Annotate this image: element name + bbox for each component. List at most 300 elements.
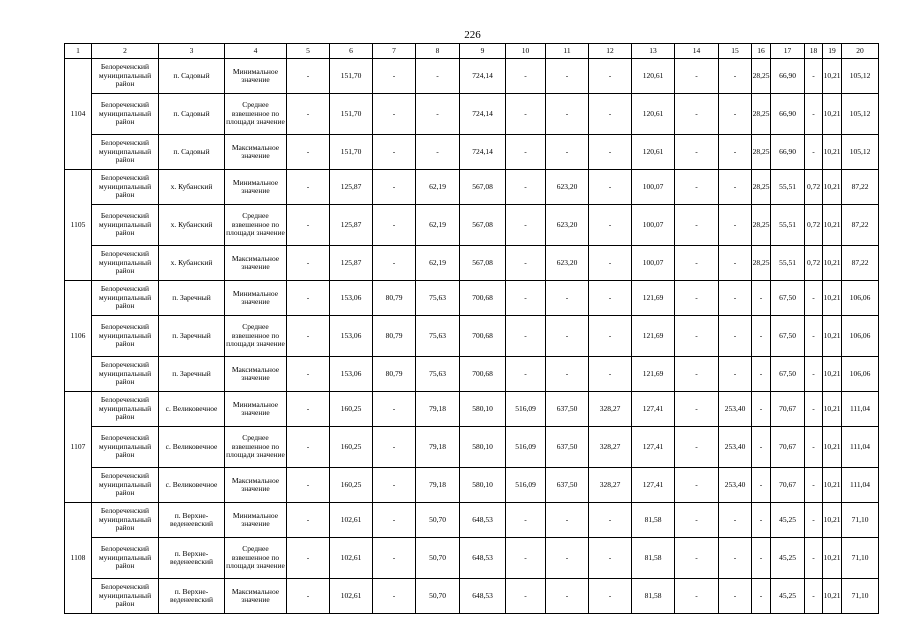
table-cell: -	[287, 579, 330, 614]
table-cell: Белореченский муниципальный район	[92, 579, 159, 614]
table-cell: 153,06	[330, 316, 373, 357]
table-cell: Белореченский муниципальный район	[92, 246, 159, 281]
table-row	[65, 468, 879, 503]
table-cell: 580,10	[460, 427, 506, 468]
table-cell: -	[546, 316, 589, 357]
table-cell: 10,21	[823, 503, 842, 538]
table-cell: 0,72	[805, 170, 823, 205]
table-cell: -	[373, 538, 416, 579]
table-cell: -	[506, 94, 546, 135]
table-cell: -	[675, 538, 719, 579]
table-row	[65, 503, 879, 538]
table-cell: 0,72	[805, 246, 823, 281]
table-cell: -	[675, 205, 719, 246]
table-cell: -	[506, 503, 546, 538]
table-cell: -	[589, 170, 632, 205]
table-cell: 45,25	[771, 579, 805, 614]
table-cell: 105,12	[842, 59, 879, 94]
table-cell: 160,25	[330, 392, 373, 427]
table-cell: 80,79	[373, 281, 416, 316]
table-cell: -	[287, 246, 330, 281]
table-cell: 62,19	[416, 170, 460, 205]
table-cell: 75,63	[416, 316, 460, 357]
table-cell: 28,25	[752, 59, 771, 94]
table-cell: -	[719, 281, 752, 316]
table-cell: Среднее взвешенное по площади значение	[225, 316, 287, 357]
table-cell: 70,67	[771, 427, 805, 468]
table-cell: 10,21	[823, 538, 842, 579]
table-cell: 62,19	[416, 246, 460, 281]
table-cell: 105,12	[842, 94, 879, 135]
table-cell: 10,21	[823, 94, 842, 135]
table-cell: 700,68	[460, 281, 506, 316]
table-cell: -	[719, 170, 752, 205]
table-cell: -	[589, 281, 632, 316]
header-cell: 20	[842, 44, 879, 59]
table-cell: 66,90	[771, 94, 805, 135]
table-row	[65, 316, 879, 357]
table-cell: 253,40	[719, 468, 752, 503]
table-cell: -	[675, 579, 719, 614]
table-cell: 71,10	[842, 538, 879, 579]
table-cell: 10,21	[823, 392, 842, 427]
table-cell: 45,25	[771, 503, 805, 538]
table-cell: -	[675, 246, 719, 281]
table-cell: 111,04	[842, 392, 879, 427]
table-cell: -	[589, 94, 632, 135]
table-cell: с. Великовечное	[159, 468, 225, 503]
table-cell: -	[675, 135, 719, 170]
table-cell: 100,07	[632, 205, 675, 246]
table-cell: 87,22	[842, 205, 879, 246]
table-cell: -	[589, 538, 632, 579]
table-cell: 637,50	[546, 427, 589, 468]
table-cell: 81,58	[632, 503, 675, 538]
table-cell: 79,18	[416, 468, 460, 503]
table-cell: 10,21	[823, 579, 842, 614]
table-cell: 637,50	[546, 392, 589, 427]
table-row	[65, 135, 879, 170]
table-cell: Белореченский муниципальный район	[92, 357, 159, 392]
table-cell: 66,90	[771, 135, 805, 170]
table-cell: -	[719, 59, 752, 94]
table-cell: 328,27	[589, 392, 632, 427]
table-cell: -	[719, 316, 752, 357]
table-cell: 0,72	[805, 205, 823, 246]
table-cell: Белореченский муниципальный район	[92, 170, 159, 205]
table-cell: -	[752, 538, 771, 579]
row-group-number: 1107	[65, 392, 92, 503]
table-row	[65, 538, 879, 579]
table-cell: -	[506, 538, 546, 579]
table-cell: п. Заречный	[159, 357, 225, 392]
table-cell: -	[287, 205, 330, 246]
table-cell: 253,40	[719, 427, 752, 468]
table-cell: 100,07	[632, 170, 675, 205]
table-cell: -	[752, 357, 771, 392]
table-cell: -	[675, 281, 719, 316]
table-cell: -	[287, 357, 330, 392]
table-cell: 81,58	[632, 579, 675, 614]
table-cell: 10,21	[823, 281, 842, 316]
table-cell: -	[287, 316, 330, 357]
table-cell: Белореченский муниципальный район	[92, 538, 159, 579]
table-cell: -	[805, 503, 823, 538]
table-cell: -	[805, 59, 823, 94]
table-cell: -	[805, 357, 823, 392]
table-cell: 125,87	[330, 246, 373, 281]
table-cell: 62,19	[416, 205, 460, 246]
table-cell: 28,25	[752, 135, 771, 170]
header-cell: 18	[805, 44, 823, 59]
table-cell: 75,63	[416, 357, 460, 392]
table-cell: 153,06	[330, 357, 373, 392]
page-number: 226	[464, 29, 481, 41]
table-cell: п. Заречный	[159, 316, 225, 357]
table-cell: -	[805, 316, 823, 357]
table-cell: -	[589, 246, 632, 281]
table-cell: 160,25	[330, 427, 373, 468]
header-cell: 16	[752, 44, 771, 59]
table-cell: -	[546, 579, 589, 614]
table-cell: 67,50	[771, 281, 805, 316]
table-cell: -	[373, 59, 416, 94]
table-cell: 160,25	[330, 468, 373, 503]
table-cell: 10,21	[823, 170, 842, 205]
table-cell: 50,70	[416, 579, 460, 614]
table-cell: 580,10	[460, 468, 506, 503]
table-cell: -	[506, 135, 546, 170]
table-cell: Максимальное значение	[225, 135, 287, 170]
table-cell: -	[506, 357, 546, 392]
table-cell: 10,21	[823, 246, 842, 281]
table-cell: -	[287, 538, 330, 579]
table-cell: 623,20	[546, 246, 589, 281]
table-cell: -	[805, 579, 823, 614]
table-row	[65, 392, 879, 427]
table-cell: 125,87	[330, 205, 373, 246]
table-cell: Белореченский муниципальный район	[92, 94, 159, 135]
table-cell: 55,51	[771, 170, 805, 205]
table-cell: 102,61	[330, 503, 373, 538]
table-cell: -	[373, 94, 416, 135]
table-cell: -	[719, 503, 752, 538]
table-cell: -	[675, 357, 719, 392]
table-cell: 120,61	[632, 135, 675, 170]
table-cell: -	[506, 170, 546, 205]
table-cell: Белореченский муниципальный район	[92, 503, 159, 538]
table-cell: 328,27	[589, 468, 632, 503]
table-cell: -	[805, 281, 823, 316]
table-cell: -	[373, 579, 416, 614]
table-cell: 79,18	[416, 427, 460, 468]
table-cell: 10,21	[823, 59, 842, 94]
table-cell: -	[719, 135, 752, 170]
table-cell: 724,14	[460, 59, 506, 94]
table-cell: 79,18	[416, 392, 460, 427]
header-cell: 9	[460, 44, 506, 59]
table-cell: -	[752, 392, 771, 427]
table-cell: 580,10	[460, 392, 506, 427]
table-cell: 50,70	[416, 503, 460, 538]
header-cell: 14	[675, 44, 719, 59]
table-cell: -	[589, 135, 632, 170]
table-cell: -	[373, 246, 416, 281]
table-cell: х. Кубанский	[159, 170, 225, 205]
table-cell: с. Великовечное	[159, 392, 225, 427]
table-cell: -	[589, 357, 632, 392]
table-cell: Среднее взвешенное по площади значение	[225, 427, 287, 468]
table-cell: 50,70	[416, 538, 460, 579]
table-cell: -	[805, 468, 823, 503]
table-cell: 724,14	[460, 94, 506, 135]
table-cell: 71,10	[842, 579, 879, 614]
table-cell: -	[546, 281, 589, 316]
table-cell: -	[752, 281, 771, 316]
table-cell: 121,69	[632, 357, 675, 392]
table-cell: -	[416, 135, 460, 170]
table-cell: 127,41	[632, 468, 675, 503]
header-cell: 3	[159, 44, 225, 59]
table-cell: -	[805, 135, 823, 170]
table-cell: 10,21	[823, 135, 842, 170]
table-cell: -	[675, 468, 719, 503]
table-cell: 253,40	[719, 392, 752, 427]
table-cell: Среднее взвешенное по площади значение	[225, 94, 287, 135]
table-cell: 66,90	[771, 59, 805, 94]
table-cell: -	[416, 94, 460, 135]
table-cell: -	[589, 503, 632, 538]
table-cell: 700,68	[460, 357, 506, 392]
table-cell: 120,61	[632, 94, 675, 135]
table-cell: -	[373, 427, 416, 468]
table-cell: 80,79	[373, 357, 416, 392]
row-group-number: 1106	[65, 281, 92, 392]
table-row	[65, 357, 879, 392]
table-row	[65, 246, 879, 281]
table-cell: 648,53	[460, 579, 506, 614]
table-cell: 102,61	[330, 579, 373, 614]
table-cell: 648,53	[460, 538, 506, 579]
table-cell: 516,09	[506, 427, 546, 468]
table-cell: -	[589, 205, 632, 246]
valuation-table	[64, 43, 879, 614]
table-cell: п. Садовый	[159, 135, 225, 170]
table-cell: -	[675, 170, 719, 205]
table-cell: 67,50	[771, 357, 805, 392]
table-cell: Белореченский муниципальный район	[92, 59, 159, 94]
table-cell: Белореченский муниципальный район	[92, 427, 159, 468]
table-cell: 28,25	[752, 205, 771, 246]
table-cell: 106,06	[842, 281, 879, 316]
table-cell: 111,04	[842, 468, 879, 503]
table-cell: 111,04	[842, 427, 879, 468]
table-row	[65, 170, 879, 205]
table-cell: -	[373, 392, 416, 427]
table-cell: 151,70	[330, 94, 373, 135]
table-cell: -	[752, 503, 771, 538]
table-cell: 106,06	[842, 357, 879, 392]
table-cell: -	[287, 281, 330, 316]
table-cell: 80,79	[373, 316, 416, 357]
header-row	[65, 44, 879, 59]
table-cell: Максимальное значение	[225, 357, 287, 392]
table-cell: 70,67	[771, 392, 805, 427]
table-cell: 516,09	[506, 392, 546, 427]
table-row	[65, 205, 879, 246]
table-cell: Максимальное значение	[225, 246, 287, 281]
table-cell: -	[805, 538, 823, 579]
table-row	[65, 281, 879, 316]
table-cell: Минимальное значение	[225, 281, 287, 316]
table-cell: 10,21	[823, 468, 842, 503]
header-cell: 13	[632, 44, 675, 59]
table-cell: п. Верхне-веденеевский	[159, 538, 225, 579]
table-row	[65, 579, 879, 614]
table-cell: 87,22	[842, 170, 879, 205]
header-cell: 2	[92, 44, 159, 59]
table-cell: 102,61	[330, 538, 373, 579]
table-cell: 106,06	[842, 316, 879, 357]
table-cell: -	[546, 94, 589, 135]
table-cell: х. Кубанский	[159, 246, 225, 281]
table-cell: Максимальное значение	[225, 468, 287, 503]
table-cell: -	[506, 316, 546, 357]
table-cell: -	[719, 538, 752, 579]
table-cell: -	[506, 246, 546, 281]
table-cell: -	[675, 94, 719, 135]
table-cell: -	[287, 135, 330, 170]
table-cell: 127,41	[632, 392, 675, 427]
header-cell: 11	[546, 44, 589, 59]
table-cell: -	[589, 579, 632, 614]
table-cell: -	[675, 316, 719, 357]
table-cell: 70,67	[771, 468, 805, 503]
table-cell: -	[373, 170, 416, 205]
table-row	[65, 59, 879, 94]
table-cell: 100,07	[632, 246, 675, 281]
table-cell: -	[719, 579, 752, 614]
table-cell: -	[546, 538, 589, 579]
table-cell: -	[805, 94, 823, 135]
table-cell: 45,25	[771, 538, 805, 579]
table-cell: -	[752, 316, 771, 357]
table-cell: х. Кубанский	[159, 205, 225, 246]
table-cell: -	[373, 205, 416, 246]
table-cell: 567,08	[460, 170, 506, 205]
table-cell: -	[506, 59, 546, 94]
header-cell: 7	[373, 44, 416, 59]
table-cell: -	[589, 59, 632, 94]
table-cell: 567,08	[460, 205, 506, 246]
table-cell: 87,22	[842, 246, 879, 281]
row-group-number: 1105	[65, 170, 92, 281]
table-cell: 10,21	[823, 316, 842, 357]
table-cell: 55,51	[771, 205, 805, 246]
table-cell: 71,10	[842, 503, 879, 538]
table-cell: -	[752, 427, 771, 468]
table-cell: -	[805, 392, 823, 427]
table-cell: 10,21	[823, 205, 842, 246]
table-cell: 121,69	[632, 281, 675, 316]
row-group-number: 1104	[65, 59, 92, 170]
header-cell: 10	[506, 44, 546, 59]
table-cell: -	[373, 503, 416, 538]
table-cell: 105,12	[842, 135, 879, 170]
table-cell: 81,58	[632, 538, 675, 579]
table-cell: Белореченский муниципальный район	[92, 205, 159, 246]
table-cell: 516,09	[506, 468, 546, 503]
row-group-number: 1108	[65, 503, 92, 614]
table-cell: -	[719, 357, 752, 392]
table-cell: 151,70	[330, 59, 373, 94]
table-cell: Минимальное значение	[225, 392, 287, 427]
table-cell: 121,69	[632, 316, 675, 357]
table-cell: Максимальное значение	[225, 579, 287, 614]
table-cell: -	[546, 357, 589, 392]
table-cell: -	[506, 281, 546, 316]
table-cell: 151,70	[330, 135, 373, 170]
table-cell: 10,21	[823, 357, 842, 392]
header-cell: 6	[330, 44, 373, 59]
table-cell: 700,68	[460, 316, 506, 357]
table-cell: 10,21	[823, 427, 842, 468]
table-cell: 28,25	[752, 94, 771, 135]
table-cell: п. Садовый	[159, 59, 225, 94]
table-cell: -	[675, 503, 719, 538]
table-cell: 28,25	[752, 246, 771, 281]
table-cell: 623,20	[546, 170, 589, 205]
table-cell: 125,87	[330, 170, 373, 205]
table-cell: 28,25	[752, 170, 771, 205]
table-cell: -	[287, 503, 330, 538]
table-cell: -	[546, 503, 589, 538]
table-cell: с. Великовечное	[159, 427, 225, 468]
table-cell: 153,06	[330, 281, 373, 316]
table-cell: Белореченский муниципальный район	[92, 392, 159, 427]
table-cell: Минимальное значение	[225, 170, 287, 205]
table-cell: -	[752, 468, 771, 503]
table-cell: -	[287, 170, 330, 205]
header-cell: 5	[287, 44, 330, 59]
table-cell: п. Заречный	[159, 281, 225, 316]
table-cell: 648,53	[460, 503, 506, 538]
table-cell: -	[287, 468, 330, 503]
table-row	[65, 94, 879, 135]
table-cell: -	[752, 579, 771, 614]
table-cell: 55,51	[771, 246, 805, 281]
table-cell: 120,61	[632, 59, 675, 94]
table-cell: -	[719, 205, 752, 246]
table-cell: -	[675, 59, 719, 94]
header-cell: 1	[65, 44, 92, 59]
table-cell: -	[719, 94, 752, 135]
table-row	[65, 427, 879, 468]
table-cell: -	[719, 246, 752, 281]
table-cell: Белореченский муниципальный район	[92, 316, 159, 357]
table-cell: п. Верхне-веденеевский	[159, 503, 225, 538]
table-cell: -	[506, 205, 546, 246]
table-cell: 67,50	[771, 316, 805, 357]
table-cell: -	[373, 135, 416, 170]
table-cell: -	[287, 392, 330, 427]
table-cell: -	[675, 392, 719, 427]
table-cell: -	[416, 59, 460, 94]
table-cell: Белореченский муниципальный район	[92, 135, 159, 170]
table-cell: -	[287, 427, 330, 468]
table-cell: 637,50	[546, 468, 589, 503]
table-cell: Белореченский муниципальный район	[92, 468, 159, 503]
